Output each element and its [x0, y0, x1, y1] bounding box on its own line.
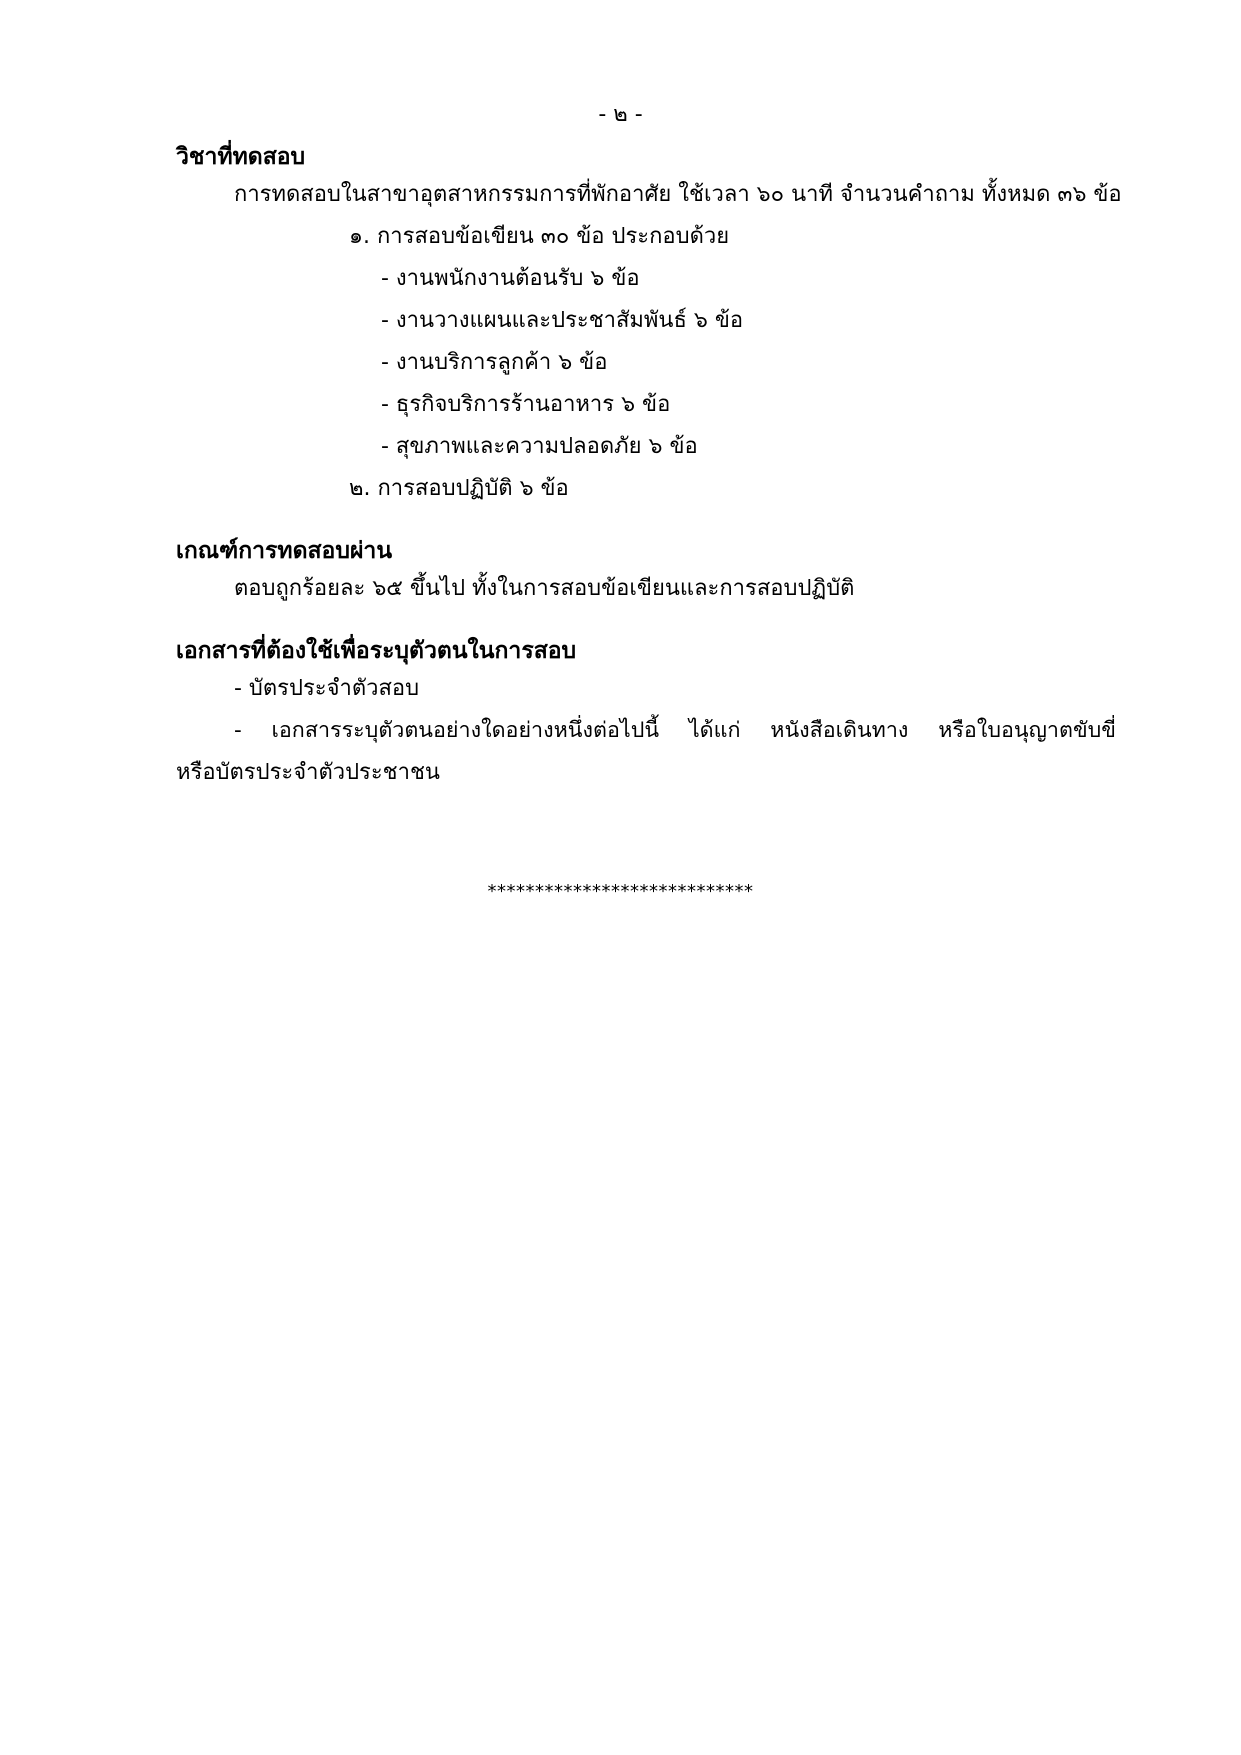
documents-item-id-line-2: หรือบัตรประจำตัวประชาชน — [176, 760, 440, 785]
subjects-heading: วิชาที่ทดสอบ — [176, 144, 306, 170]
written-subitem-restaurant: - ธุรกิจบริการร้านอาหาร ๖ ข้อ — [381, 392, 671, 417]
documents-section — [176, 634, 1116, 794]
criteria-text: ตอบถูกร้อยละ ๖๕ ขึ้นไป ทั้งในการสอบข้อเขียนและการสอบปฏิบัติ — [234, 576, 855, 601]
document-content — [176, 140, 1122, 794]
section-spacer — [176, 610, 1116, 634]
practical-exam-item: ๒. การสอบปฏิบัติ ๖ ข้อ — [349, 476, 569, 501]
subjects-section — [176, 140, 1122, 510]
page-number: - ๒ - — [598, 102, 643, 127]
written-subitem-planning: - งานวางแผนและประชาสัมพันธ์ ๖ ข้อ — [381, 308, 744, 333]
written-exam-item: ๑. การสอบข้อเขียน ๓๐ ข้อ ประกอบด้วย — [349, 224, 730, 249]
subjects-intro: การทดสอบในสาขาอุตสาหกรรมการที่พักอาศัย ใช้เวลา ๖๐ นาที จำนวนคำถาม ทั้งหมด ๓๖ ข้อ — [234, 182, 1122, 207]
end-marker: **************************** — [487, 881, 754, 902]
written-subitem-reception: - งานพนักงานต้อนรับ ๖ ข้อ — [381, 266, 640, 291]
section-spacer — [176, 510, 1116, 534]
documents-item-id-line-1: - เอกสารระบุตัวตนอย่างใดอย่างหนึ่งต่อไปนี้ ได้แก่ หนังสือเดินทาง หรือใบอนุญาตขับขี่ — [234, 718, 1116, 743]
written-subitem-health-safety: - สุขภาพและความปลอดภัย ๖ ข้อ — [381, 434, 698, 459]
criteria-section — [176, 534, 1116, 610]
written-subitem-customer-service: - งานบริการลูกค้า ๖ ข้อ — [381, 350, 608, 375]
documents-item-exam-card: - บัตรประจำตัวสอบ — [234, 676, 420, 701]
documents-heading: เอกสารที่ต้องใช้เพื่อระบุตัวตนในการสอบ — [176, 638, 577, 664]
criteria-heading: เกณฑ์การทดสอบผ่าน — [176, 538, 393, 564]
